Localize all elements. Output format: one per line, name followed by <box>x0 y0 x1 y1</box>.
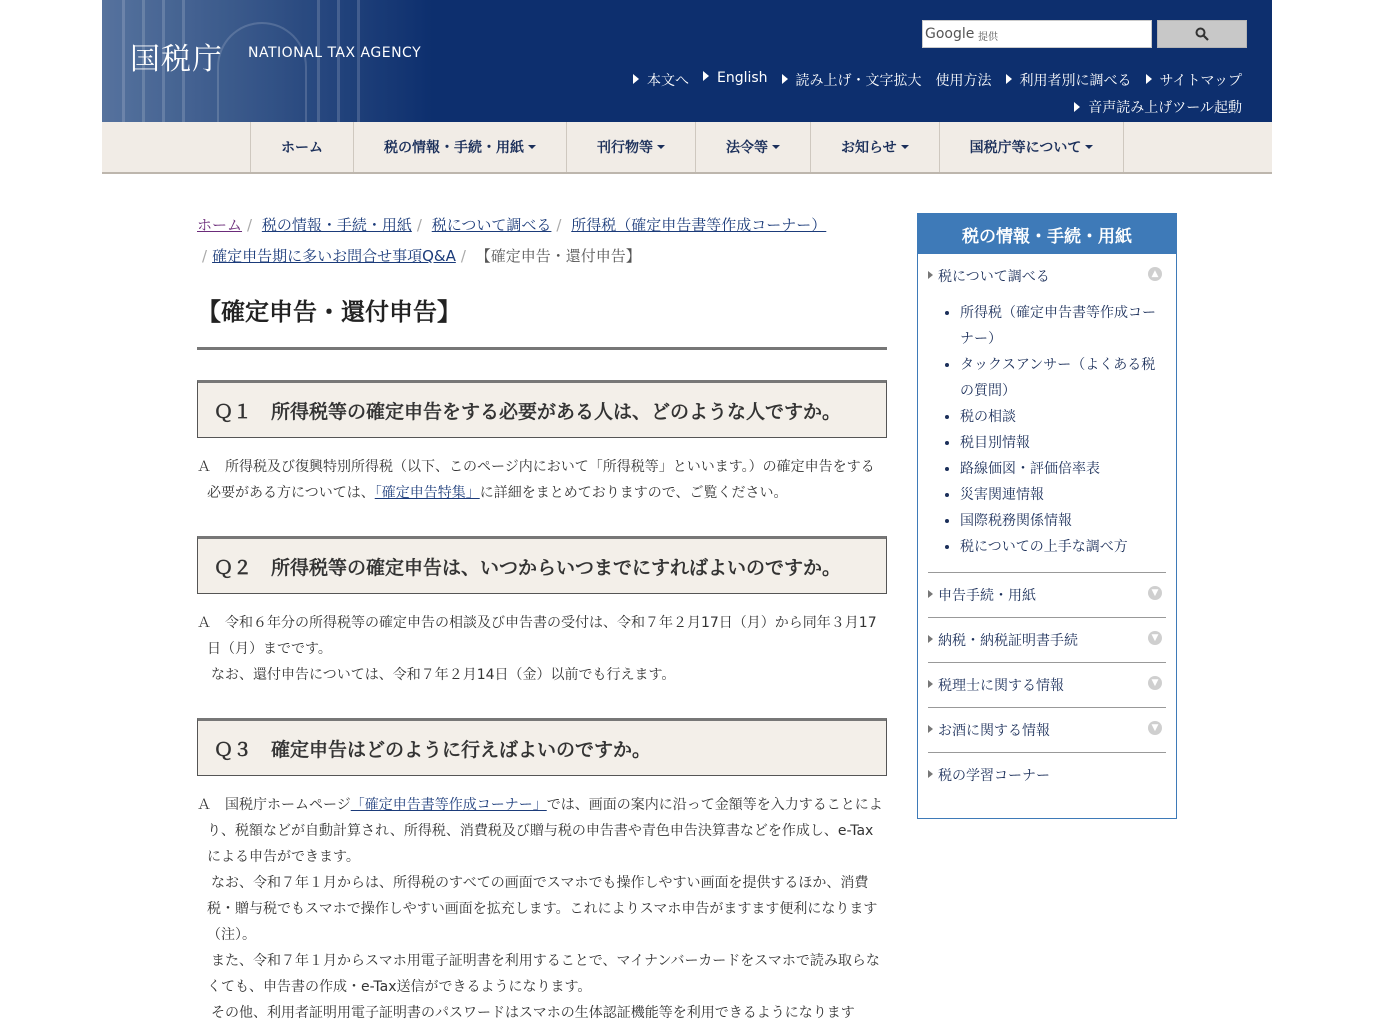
sidebar-title: 税の情報・手続・用紙 <box>918 214 1176 254</box>
triangle-icon <box>928 590 933 598</box>
caret-down-icon <box>772 145 780 149</box>
breadcrumb-research[interactable]: 税について調べる <box>431 216 552 234</box>
sidebar-section-payment[interactable]: 納税・納税証明書手続 ▼ <box>928 618 1166 663</box>
nav-tax-info[interactable]: 税の情報・手続・用紙 <box>354 122 567 172</box>
triangle-icon <box>928 725 933 733</box>
answer-2: Ａ 令和６年分の所得税等の確定申告の相談及び申告書の受付は、令和７年２月17日（月）から同年３月17日（月）までです。 なお、還付申告については、令和７年２月14日（金）以前でも行えます。 <box>197 615 877 683</box>
global-nav <box>102 122 1272 174</box>
search-provider: 提供 <box>978 32 998 43</box>
main-content <box>197 210 887 1026</box>
answer-3: Ａ 国税庁ホームページ「確定申告書等作成コーナー」では、画面の案内に沿って金額等を入力することにより、税額などが自動計算され、所得税、消費税及び贈与税の申告書や青色申告決算書などを作成し、e-Taxによる申告ができます。 なお、令和７年１月からは、所得税のすべての画面でスマホでも操作しやすい画面を提供するほか、消費税・贈与税でもスマホで操作しやすい画面を拡充します。これによりスマホ申告がますます便利になります（注）。 また、令和７年１月からスマホ用電子証明書を利用することで、マイナンバーカードをスマホで読み取らなくても、申告書の作成・e-Tax送信ができるようになります。 その他、利用者証明用電子証明書のパスワードはスマホの生体認証機能等を利用できるようになります <box>197 797 883 1021</box>
breadcrumb-home[interactable]: ホーム <box>197 216 243 234</box>
triangle-icon <box>928 635 933 643</box>
sidebar-section-filing[interactable]: 申告手続・用紙 ▼ <box>928 573 1166 618</box>
expand-icon[interactable]: ▼ <box>1148 586 1162 600</box>
triangle-icon <box>703 71 709 81</box>
caret-down-icon <box>528 145 536 149</box>
caret-down-icon <box>657 145 665 149</box>
sidebar-item[interactable]: • 税の相談 <box>960 404 1166 430</box>
expand-icon[interactable]: ▼ <box>1148 631 1162 645</box>
form-creation-corner-link[interactable]: 「確定申告書等作成コーナー」 <box>350 797 547 813</box>
nav-laws[interactable]: 法令等 <box>696 122 811 172</box>
breadcrumb-current: 【確定申告・還付申告】 <box>475 247 641 265</box>
kakutei-feature-link[interactable]: 「確定申告特集」 <box>374 485 480 501</box>
nav-notices[interactable]: お知らせ <box>811 122 940 172</box>
sidebar-item[interactable]: • タックスアンサー（よくある税の質問） <box>960 352 1166 404</box>
site-logo-en: NATIONAL TAX AGENCY <box>248 45 422 61</box>
sidebar-sub-list <box>960 300 1166 560</box>
sidebar-section-liquor[interactable]: お酒に関する情報 ▼ <box>928 708 1166 753</box>
search-button[interactable] <box>1157 20 1247 48</box>
utility-links <box>633 70 1242 90</box>
sidebar-section-tax-accountant[interactable]: 税理士に関する情報 ▼ <box>928 663 1166 708</box>
triangle-icon <box>1146 74 1152 84</box>
collapse-icon[interactable]: ▲ <box>1148 267 1162 281</box>
nav-about[interactable]: 国税庁等について <box>940 122 1125 172</box>
sidebar-item[interactable]: • 税目別情報 <box>960 430 1166 456</box>
breadcrumb-income-tax[interactable]: 所得税（確定申告書等作成コーナー） <box>571 216 827 234</box>
caret-down-icon <box>901 145 909 149</box>
search-icon <box>1195 27 1209 41</box>
answer-1: Ａ 所得税及び復興特別所得税（以下、このページ内において「所得税等」といいます。）の確定申告をする必要がある方については、「確定申告特集」に詳細をまとめておりますので、ご覧ください。 <box>197 459 875 501</box>
util-link-english[interactable]: English <box>703 70 768 90</box>
breadcrumb-tax-info[interactable]: 税の情報・手続・用紙 <box>261 216 412 234</box>
util-link-sitemap[interactable]: サイトマップ <box>1146 70 1242 90</box>
triangle-icon <box>928 680 933 688</box>
util-link-howto[interactable]: 使用方法 <box>935 73 992 89</box>
site-logo[interactable]: 国税庁 <box>130 42 223 77</box>
triangle-icon <box>1074 102 1080 112</box>
sidebar-item[interactable]: • 国際税務関係情報 <box>960 508 1166 534</box>
breadcrumb: ホーム / 税の情報・手続・用紙 / 税について調べる / 所得税（確定申告書等作成コーナー） / 確定申告期に多いお問合せ事項Q&A / 【確定申告・還付申告】 <box>197 216 827 265</box>
question-1: Ｑ１ 所得税等の確定申告をする必要がある人は、どのような人ですか。 <box>197 380 887 438</box>
search-input[interactable] <box>1003 24 1148 44</box>
util-link-readaloud[interactable]: 読み上げ・文字拡大 <box>782 70 922 90</box>
site-header <box>102 0 1272 122</box>
util-link-byuser[interactable]: 利用者別に調べる <box>1006 70 1132 90</box>
sidebar-section-learning[interactable]: 税の学習コーナー <box>928 753 1166 797</box>
sidebar <box>917 213 1177 819</box>
triangle-icon <box>928 271 933 279</box>
caret-down-icon <box>1085 145 1093 149</box>
question-3: Ｑ３ 確定申告はどのように行えばよいのですか。 <box>197 718 887 776</box>
breadcrumb-qa[interactable]: 確定申告期に多いお問合せ事項Q&A <box>212 247 456 265</box>
triangle-icon <box>782 74 788 84</box>
expand-icon[interactable]: ▼ <box>1148 676 1162 690</box>
page-title: 【確定申告・還付申告】 <box>197 292 887 350</box>
triangle-icon <box>928 770 933 778</box>
search-box[interactable] <box>922 20 1152 48</box>
nav-home[interactable]: ホーム <box>251 122 354 172</box>
sidebar-item[interactable]: • 災害関連情報 <box>960 482 1166 508</box>
nav-publications[interactable]: 刊行物等 <box>567 122 696 172</box>
sidebar-item[interactable]: • 所得税（確定申告書等作成コーナー） <box>960 300 1166 352</box>
triangle-icon <box>1006 74 1012 84</box>
question-2: Ｑ２ 所得税等の確定申告は、いつからいつまでにすればよいのですか。 <box>197 536 887 594</box>
expand-icon[interactable]: ▼ <box>1148 721 1162 735</box>
voice-tool-link[interactable]: 音声読み上げツール起動 <box>1074 97 1242 117</box>
sidebar-item[interactable]: • 路線価図・評価倍率表 <box>960 456 1166 482</box>
google-brand: Google <box>925 26 975 42</box>
triangle-icon <box>633 74 639 84</box>
util-link-main[interactable]: 本文へ <box>633 70 689 90</box>
sidebar-section-research[interactable]: 税について調べる ▲ • 所得税（確定申告書等作成コーナー） • タックスアンサー（よくある税の質問） • 税の相談 • 税目別情報 • 路線価図・評価倍率表 • 災害関連情報 • 国際税務関係情報 • 税についての上手な調べ方 <box>928 254 1166 573</box>
sidebar-item[interactable]: • 税についての上手な調べ方 <box>960 534 1166 560</box>
